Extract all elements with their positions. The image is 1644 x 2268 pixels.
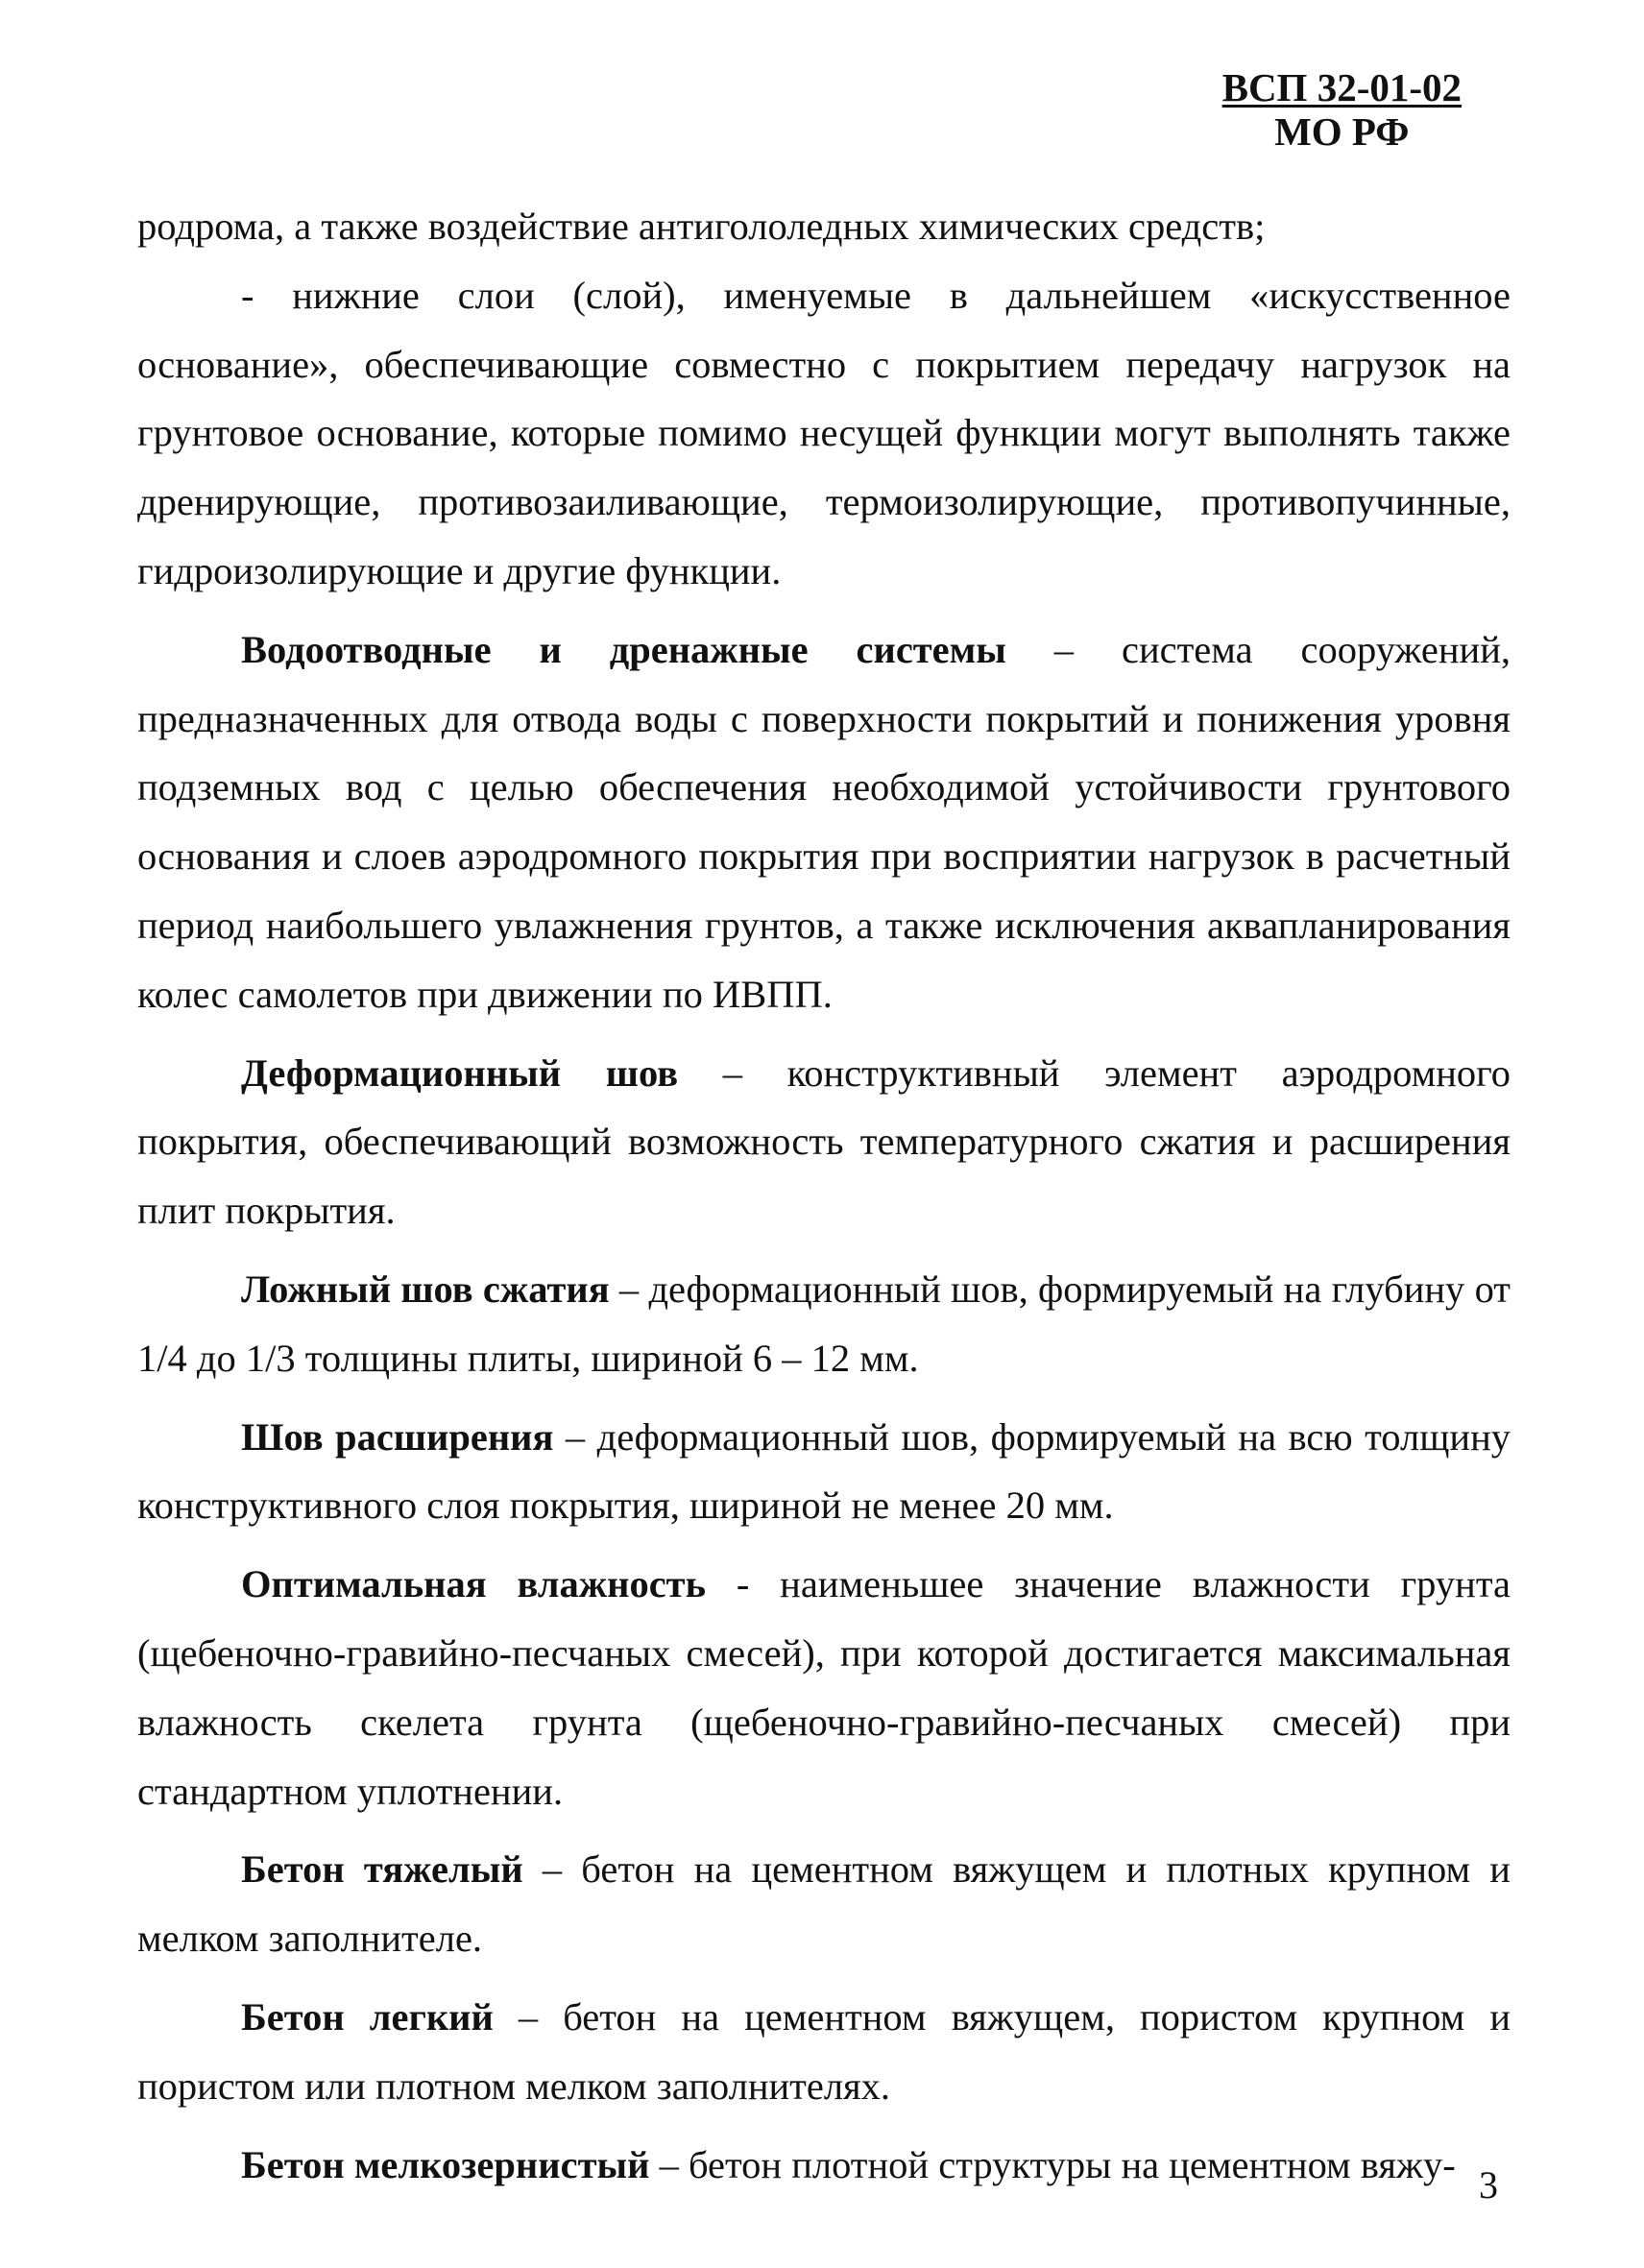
definition-term: Шов расширения <box>241 1414 554 1459</box>
page-number: 3 <box>1479 2163 1498 2207</box>
definition-text: – бетон на цементном вяжущем, пористом крупном и пористом или плотном мелком заполнителях. <box>137 1994 1511 2108</box>
definition-fine-grained-concrete <box>137 2131 1511 2200</box>
document-body <box>137 192 1511 2199</box>
paragraph-continuation <box>137 192 1511 261</box>
document-organization: МО РФ <box>1274 109 1410 154</box>
definition-term: Оптимальная влажность <box>241 1562 706 1606</box>
paragraph-text: родрома, а также воздействие антигололедных химических средств; <box>137 205 1266 248</box>
document-header <box>1222 65 1462 154</box>
definition-text: – деформационный шов, формируемый на глубину от 1/4 до 1/3 толщины плиты, шириной 6 – 12 мм. <box>137 1267 1511 1380</box>
definition-heavy-concrete <box>137 1835 1511 1973</box>
definition-drainage-systems <box>137 615 1511 1029</box>
definition-term: Бетон тяжелый <box>241 1847 523 1892</box>
document-code: ВСП 32-01-02 <box>1221 65 1462 109</box>
definition-text: – конструктивный элемент аэродромного покрытия, обеспечивающий возможность температурного сжатия и расширения плит покрытия. <box>137 1050 1511 1233</box>
definition-deformation-joint <box>137 1039 1511 1245</box>
definition-false-compression-joint <box>137 1255 1511 1393</box>
paragraph-lower-layers <box>137 261 1511 606</box>
definition-optimal-moisture <box>137 1550 1511 1825</box>
definition-light-concrete <box>137 1983 1511 2121</box>
definition-text: – бетон на цементном вяжущем и плотных крупном и мелком заполнителе. <box>137 1847 1511 1961</box>
definition-text: - наименьшее значение влажности грунта (щебеночно-гравийно-песчаных смесей), при которой достигается максимальная влажность скелета грунта (щебеночно-гравийно-песчаных смесей) при стандартном уплотнении. <box>137 1562 1511 1813</box>
definition-term: Бетон мелкозернистый <box>241 2142 650 2186</box>
definition-text: – бетон плотной структуры на цементном вяжу- <box>649 2142 1456 2186</box>
definition-term: Бетон легкий <box>241 1994 494 2039</box>
definition-expansion-joint <box>137 1403 1511 1541</box>
paragraph-text: - нижние слои (слой), именуемые в дальнейшем «искусственное основание», обеспечивающие совместно с покрытием передачу нагрузок на грунтовое основание, которые помимо несущей функции могут выполнять также дренирующие, противозаиливающие, термоизолирующие, противопучинные, гидроизолирующие и другие функции. <box>137 273 1511 592</box>
definition-term: Деформационный шов <box>241 1050 679 1095</box>
definition-term: Ложный шов сжатия <box>241 1267 610 1311</box>
definition-text: – система сооружений, предназначенных для отвода воды с поверхности покрытий и понижения уровня подземных вод с целью обеспечения необходимой устойчивости грунтового основания и слоев аэродромного покрытия при восприятии нагрузок в расчетный период наибольшего увлажнения грунтов, а также исключения аквапланирования колес самолетов при движении по ИВПП. <box>137 627 1511 1016</box>
definition-text: – деформационный шов, формируемый на всю толщину конструктивного слоя покрытия, шириной не менее 20 мм. <box>137 1414 1511 1528</box>
definition-term: Водоотводные и дренажные системы <box>241 627 1006 671</box>
